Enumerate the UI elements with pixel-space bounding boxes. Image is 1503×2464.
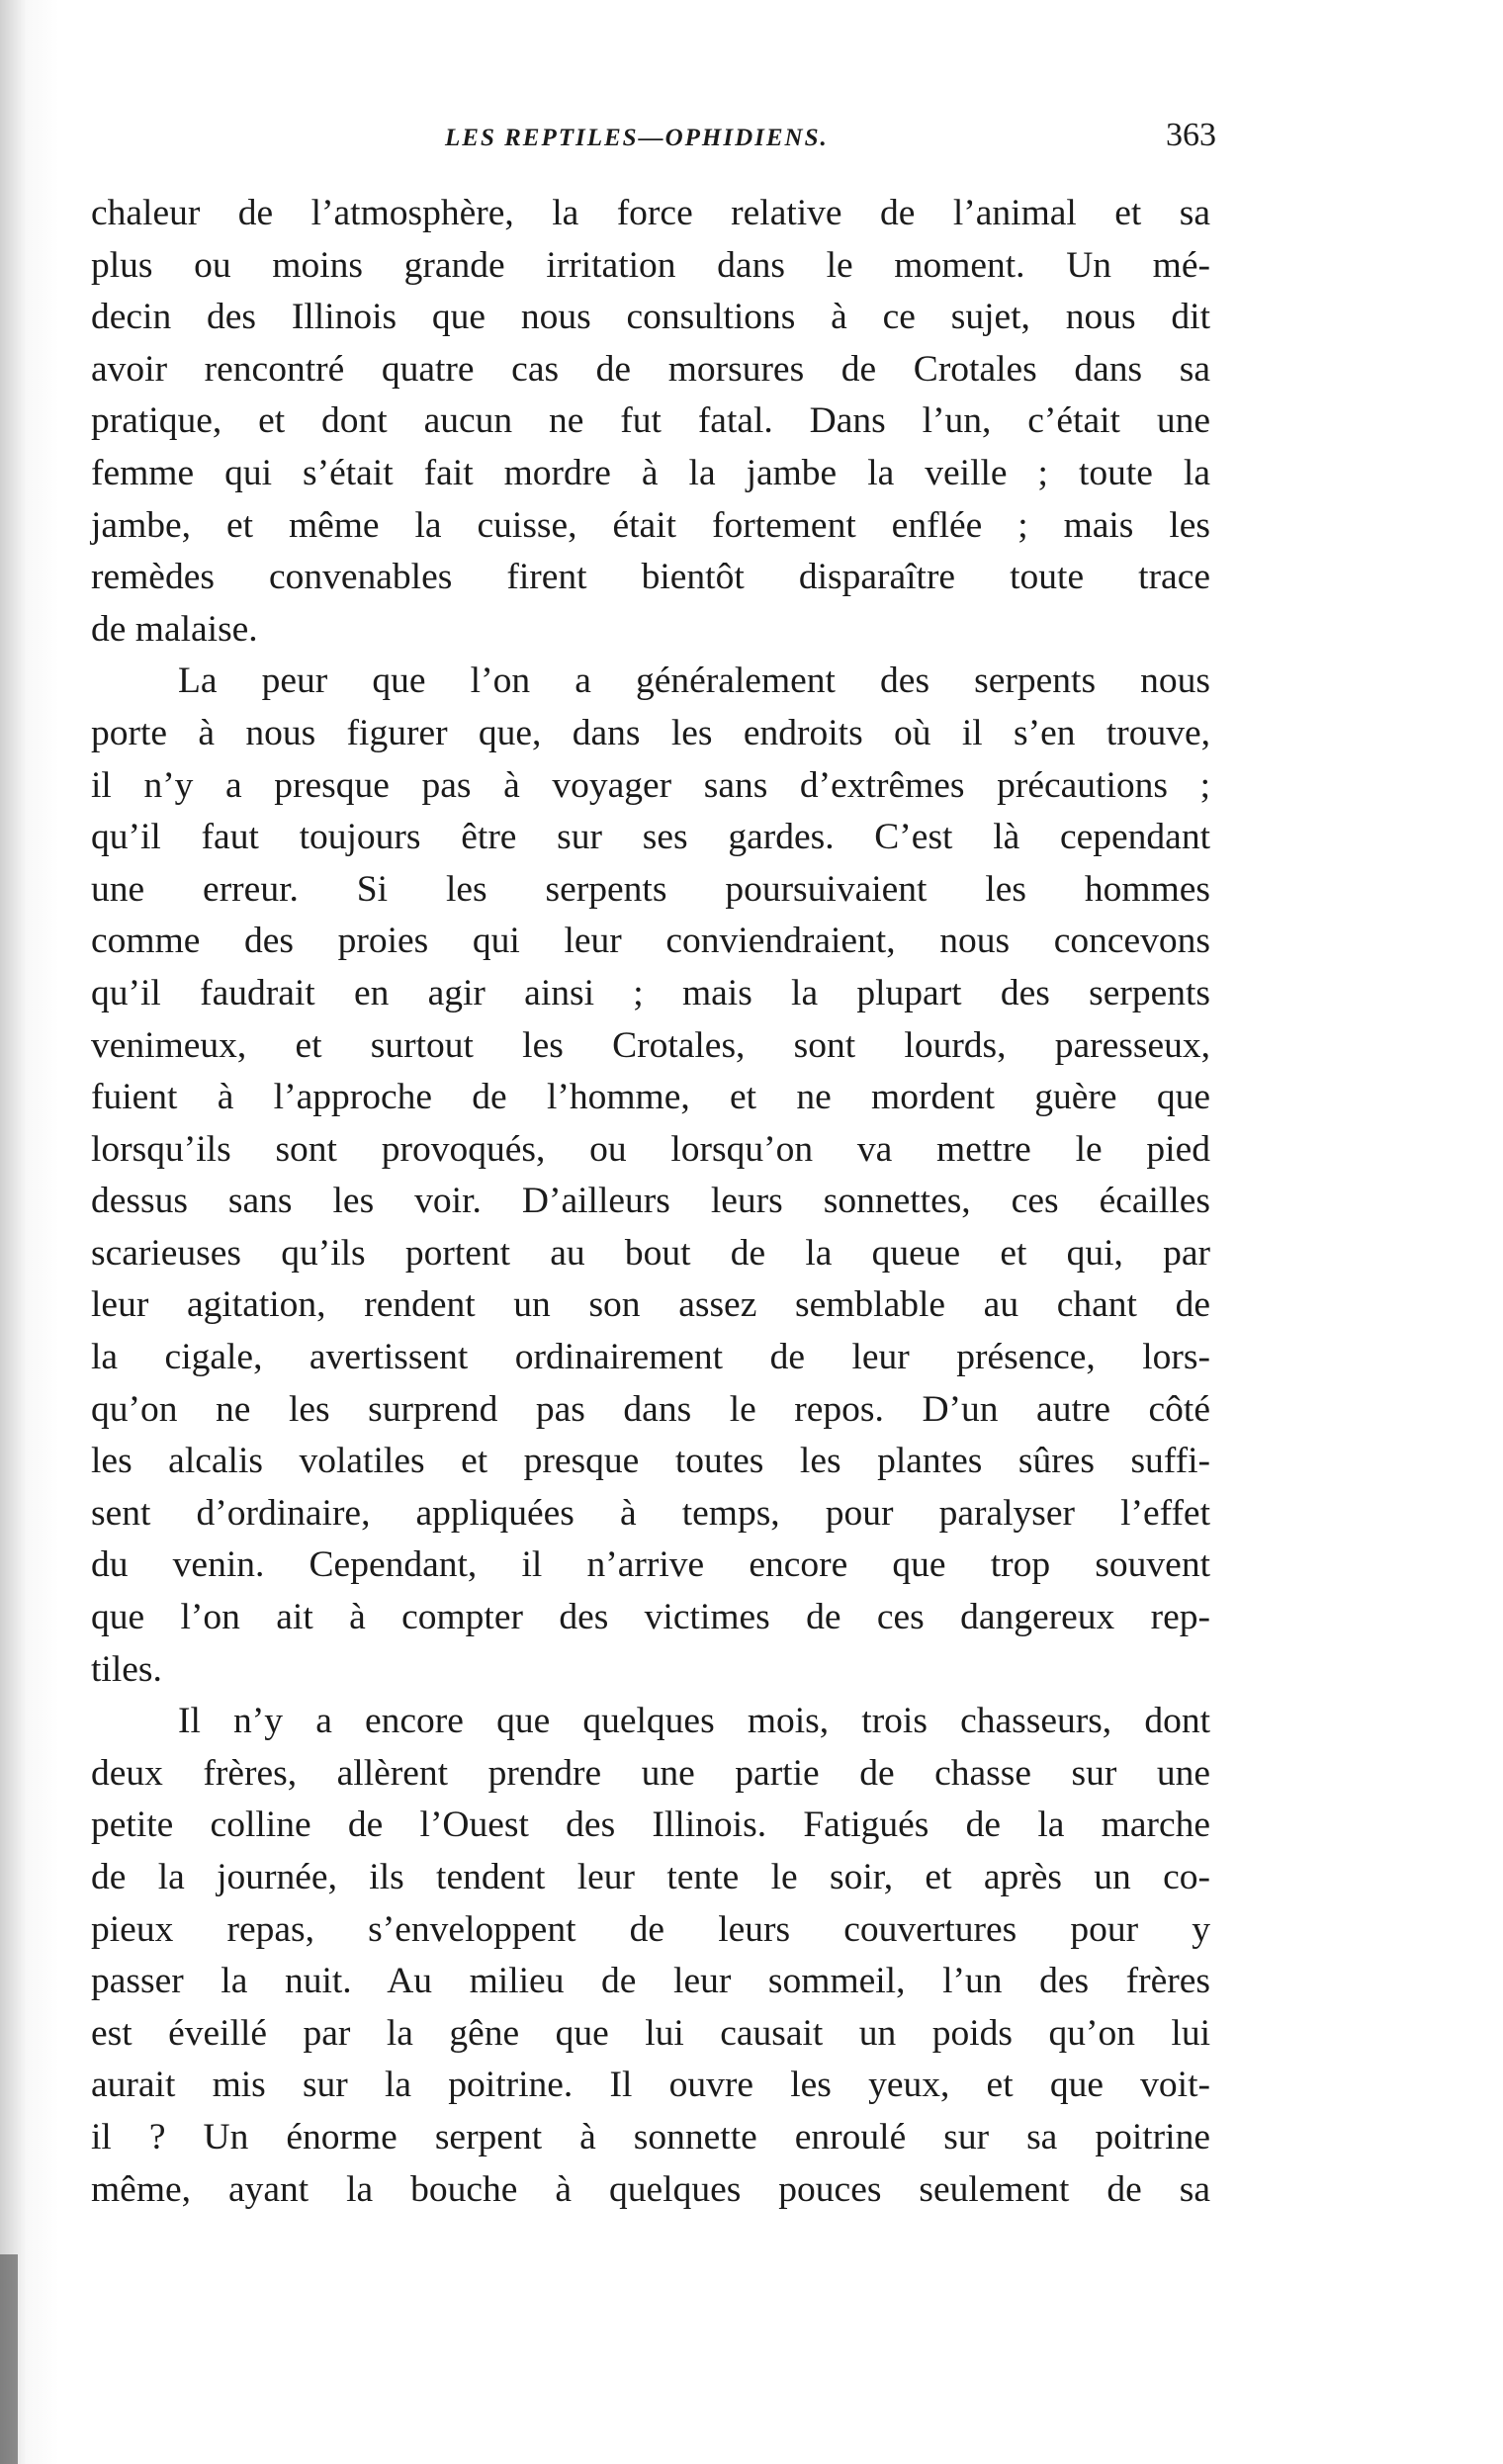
- paragraph-start-line: La peur que l’on a généralement des serpents nous: [178, 660, 1210, 702]
- text-line: femme qui s’était fait mordre à la jambe la veille ; toute la: [91, 452, 1210, 493]
- page-number: 363: [1166, 117, 1216, 153]
- text-line: avoir rencontré quatre cas de morsures de Crotales dans sa: [91, 348, 1210, 390]
- text-line: qu’il faut toujours être sur ses gardes. C’est là cependant: [91, 817, 1210, 858]
- paragraph-start-line: Il n’y a encore que quelques mois, trois chasseurs, dont: [178, 1701, 1210, 1742]
- text-line: passer la nuit. Au milieu de leur sommeil, l’un des frères: [91, 1961, 1210, 2002]
- text-line: venimeux, et surtout les Crotales, sont lourds, paresseux,: [91, 1024, 1210, 1066]
- text-line: jambe, et même la cuisse, était fortement enflée ; mais les: [91, 504, 1210, 546]
- text-line: deux frères, allèrent prendre une partie de chasse sur une: [91, 1752, 1210, 1794]
- text-line: sent d’ordinaire, appliquées à temps, pour paralyser l’effet: [91, 1492, 1210, 1534]
- running-title: LES REPTILES—OPHIDIENS.: [445, 125, 829, 151]
- body-text: [91, 188, 1210, 2216]
- paragraph-end-line: de malaise.: [91, 608, 258, 650]
- text-line: chaleur de l’atmosphère, la force relative de l’animal et sa: [91, 193, 1210, 233]
- text-line: plus ou moins grande irritation dans le moment. Un mé-: [91, 244, 1210, 286]
- text-line: de la journée, ils tendent leur tente le soir, et après un co-: [91, 1857, 1210, 1897]
- text-line: pratique, et dont aucun ne fut fatal. Dans l’un, c’était une: [91, 400, 1210, 442]
- text-line: fuient à l’approche de l’homme, et ne mordent guère que: [91, 1077, 1210, 1118]
- text-line: est éveillé par la gêne que lui causait un poids qu’on lui: [91, 2012, 1210, 2054]
- text-line: même, ayant la bouche à quelques pouces seulement de sa: [91, 2168, 1210, 2210]
- text-line: leur agitation, rendent un son assez semblable au chant de: [91, 1284, 1210, 1326]
- text-line: dessus sans les voir. D’ailleurs leurs sonnettes, ces écailles: [91, 1181, 1210, 1222]
- text-line: lorsqu’ils sont provoqués, ou lorsqu’on va mettre le pied: [91, 1128, 1210, 1170]
- text-line: remèdes convenables firent bientôt disparaître toute trace: [91, 557, 1210, 598]
- text-line: qu’on ne les surprend pas dans le repos. D’un autre côté: [91, 1388, 1210, 1430]
- text-line: comme des proies qui leur conviendraient, nous concevons: [91, 921, 1210, 962]
- text-line: il n’y a presque pas à voyager sans d’extrêmes précautions ;: [91, 764, 1210, 806]
- binding-shadow: [0, 0, 59, 2464]
- text-line: qu’il faudrait en agir ainsi ; mais la plupart des serpents: [91, 972, 1210, 1013]
- text-line: petite colline de l’Ouest des Illinois. Fatigués de la marche: [91, 1804, 1210, 1846]
- text-line: aurait mis sur la poitrine. Il ouvre les yeux, et que voit-: [91, 2065, 1210, 2106]
- paragraph-end-line: tiles.: [91, 1648, 162, 1690]
- text-line: les alcalis volatiles et presque toutes les plantes sûres suffi-: [91, 1441, 1210, 1482]
- page-header: [445, 117, 1216, 166]
- binding-edge: [0, 2254, 18, 2464]
- text-line: une erreur. Si les serpents poursuivaient les hommes: [91, 868, 1210, 910]
- text-line: que l’on ait à compter des victimes de ces dangereux rep-: [91, 1597, 1210, 1638]
- text-line: porte à nous figurer que, dans les endroits où il s’en trouve,: [91, 712, 1210, 753]
- text-line: il ? Un énorme serpent à sonnette enroulé sur sa poitrine: [91, 2116, 1210, 2157]
- text-line: scarieuses qu’ils portent au bout de la queue et qui, par: [91, 1232, 1210, 1274]
- text-line: decin des Illinois que nous consultions à ce sujet, nous dit: [91, 297, 1210, 338]
- text-line: du venin. Cependant, il n’arrive encore que trop souvent: [91, 1544, 1210, 1586]
- text-line: la cigale, avertissent ordinairement de leur présence, lors-: [91, 1337, 1210, 1378]
- text-line: pieux repas, s’enveloppent de leurs couvertures pour y: [91, 1908, 1210, 1950]
